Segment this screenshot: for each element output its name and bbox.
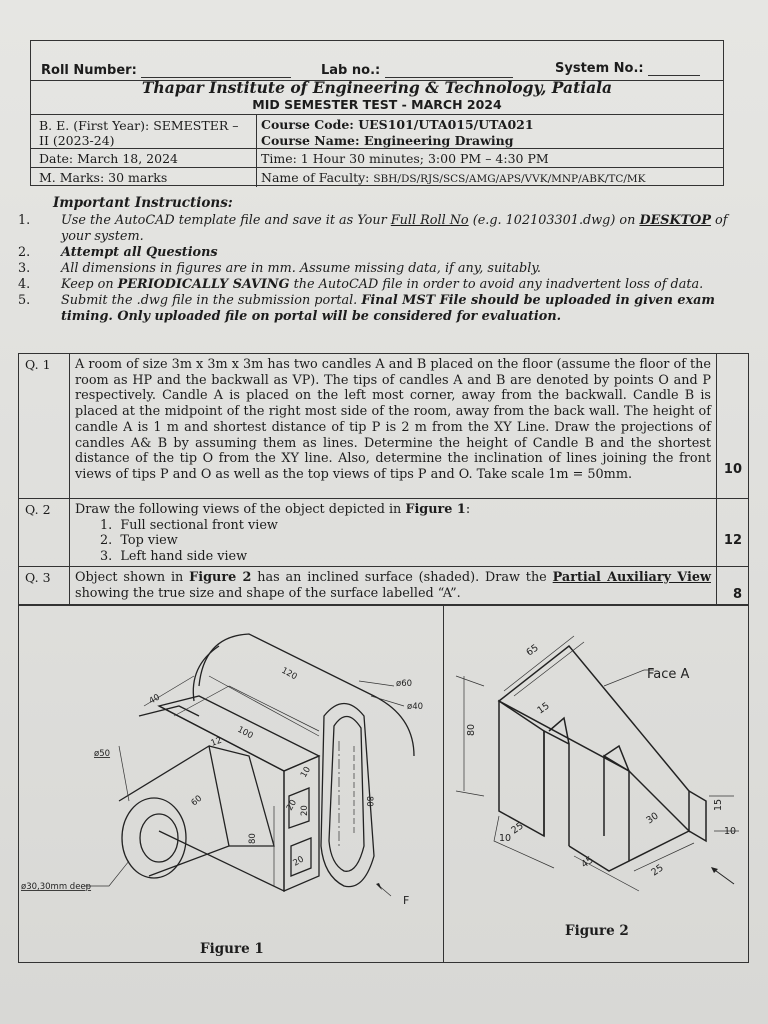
dim-10-a: 10 xyxy=(499,833,512,844)
figures-box xyxy=(18,605,749,963)
figure2-caption: Figure 2 xyxy=(565,923,629,939)
dim-15-right: 15 xyxy=(713,798,724,811)
dim-10: 10 xyxy=(298,765,314,780)
view-arrow-label: F xyxy=(403,894,410,907)
dim-45: 45 xyxy=(579,854,596,871)
question-number: Q. 1 xyxy=(25,357,51,372)
dim-60: 60 xyxy=(189,793,205,809)
question-marks: 8 xyxy=(732,587,742,602)
question-text: A room of size 3m x 3m x 3m has two candles A and B placed on the floor (assume the floor of the room as HP and the backwall as VP). The tips of candles A and B are denoted by points O and P respectively. Candle A is placed on the left most corner, away from the backwall. Candle B is placed at the midpoint of the right most side of the room, away from the back wall. The height of candle A is 1 m and shortest distance of tip P is 2 m from the XY Line. Draw the projections of candles A& B by assuming them as lines. Determine the height of Candle B and the shortest distance of the tip O from the XY line. Also, determine the inclination of lines joining the front views of tips P and O as well as the top views of tips P and O. Take scale 1m = 50mm. xyxy=(75,357,711,482)
question-text: Draw the following views of the object depicted in Figure 1: 1. Full sectional front view 2. Top view 3. Left hand side view xyxy=(75,502,471,565)
faculty-row: Name of Faculty: SBH/DS/RJS/SCS/AMG/APS/VVK/MNP/ABK/TC/MK xyxy=(261,170,646,185)
dim-25-a: 25 xyxy=(509,820,526,837)
question-row xyxy=(19,499,748,567)
max-marks: M. Marks: 30 marks xyxy=(39,170,168,185)
dim-80-slot: 80 xyxy=(364,796,374,807)
course-code: Course Code: UES101/UTA015/UTA021 xyxy=(261,117,534,132)
roll-number-label: Roll Number: xyxy=(41,63,291,78)
exam-date: Date: March 18, 2024 xyxy=(39,151,178,166)
exam-time: Time: 1 Hour 30 minutes; 3:00 PM – 4:30 PM xyxy=(261,151,549,166)
dim-20-a: 20 xyxy=(300,805,310,816)
dim-40: 40 xyxy=(147,692,162,707)
dim-10-b: 10 xyxy=(724,826,737,837)
lab-no-label: Lab no.: xyxy=(321,63,513,78)
instruction-item: 4. Keep on PERIODICALLY SAVING the AutoCAD file in order to avoid any inadvertent loss of data. xyxy=(18,277,704,292)
dim-dia50: ø50 xyxy=(94,749,111,759)
dim-dia40: ø40 xyxy=(407,702,424,712)
programme-line1: B. E. (First Year): SEMESTER – xyxy=(39,118,239,133)
question-number: Q. 3 xyxy=(25,570,51,585)
question-marks: 10 xyxy=(723,462,742,477)
instruction-item: 3. All dimensions in figures are in mm. Assume missing data, if any, suitably. xyxy=(18,261,541,276)
dim-25-b: 25 xyxy=(649,862,666,879)
dim-30: 30 xyxy=(644,810,661,827)
dim-12: 12 xyxy=(209,735,224,749)
dim-bore: ø30,30mm deep xyxy=(21,882,92,892)
test-name: MID SEMESTER TEST - MARCH 2024 xyxy=(252,97,502,112)
dim-65: 65 xyxy=(524,642,541,659)
question-row xyxy=(19,354,748,499)
dim-20-b: 20 xyxy=(284,798,300,813)
figure1-drawing xyxy=(19,606,443,962)
questions-table xyxy=(18,353,749,605)
question-marks: 12 xyxy=(723,533,742,548)
dim-100: 100 xyxy=(235,724,255,742)
question-text: Object shown in Figure 2 has an inclined surface (shaded). Draw the Partial Auxiliary View showing the true size and shape of the surface labelled “A”. xyxy=(75,570,711,601)
question-row xyxy=(19,567,748,605)
dim-80-block: 80 xyxy=(248,833,258,844)
instruction-item: 1. Use the AutoCAD template file and save it as Your Full Roll No (e.g. 102103301.dwg) on DESKTOP of your system. xyxy=(18,213,728,244)
instruction-item: 2. Attempt all Questions xyxy=(18,245,218,260)
instruction-item: 5. Submit the .dwg file in the submission portal. Final MST File should be uploaded in given exam timing. Only uploaded file on portal will be considered for evaluation. xyxy=(18,293,715,324)
institute-name: Thapar Institute of Engineering & Technology, Patiala xyxy=(141,78,613,97)
dim-80: 80 xyxy=(466,723,477,736)
header-table xyxy=(30,40,724,186)
view-arrow-icon xyxy=(376,883,382,890)
system-no-label: System No.: xyxy=(555,61,700,76)
question-number: Q. 2 xyxy=(25,502,51,517)
instructions-list xyxy=(18,213,753,325)
dim-dia60: ø60 xyxy=(396,679,413,689)
dim-120: 120 xyxy=(279,665,299,683)
figure1-caption: Figure 1 xyxy=(200,941,264,957)
dim-20-c: 20 xyxy=(291,854,306,869)
course-name: Course Name: Engineering Drawing xyxy=(261,133,514,148)
programme-line2: II (2023-24) xyxy=(39,133,115,148)
figure2-drawing xyxy=(444,606,748,962)
dim-15-top: 15 xyxy=(535,700,552,717)
face-a-label: Face A xyxy=(647,667,690,682)
instructions-title: Important Instructions: xyxy=(53,195,233,211)
